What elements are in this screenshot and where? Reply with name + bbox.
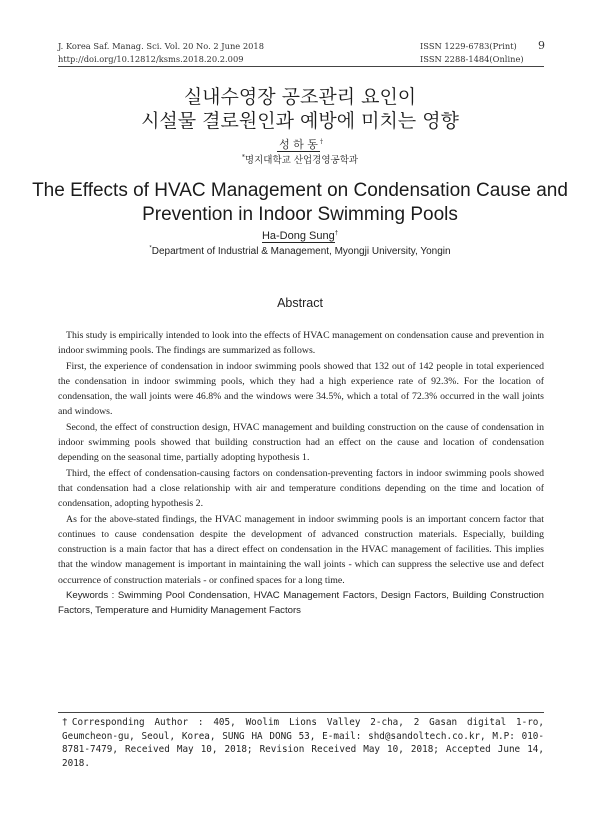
journal-citation [58, 40, 264, 65]
korean-affiliation [0, 152, 600, 166]
abstract-paragraph-3: Second, the effect of construction design, HVAC management and building construction on the cause of condensation in indoor swimming pools showed that building construction had an effect on the cause and location of condensation depending on the seasonal time, partially adopting hypothesis 1. [58, 421, 544, 464]
korean-title-line-2: 시설물 결로원인과 예방에 미치는 영향 [141, 110, 459, 132]
english-author-name: Ha-Dong Sung [261, 230, 335, 242]
abstract-paragraph-1: This study is empirically intended to look into the effects of HVAC management on condensation cause and prevention in indoor swimming pools. The findings are summarized as follows. [58, 330, 544, 357]
korean-affiliation-mark: * [241, 153, 245, 161]
english-title-line-1: The Effects of HVAC Management on Condensation Cause and [32, 180, 568, 201]
english-affiliation-text: Department of Industrial & Management, Myongji University, Yongin [151, 246, 451, 257]
english-affiliation [0, 246, 600, 257]
korean-author-mark: † [319, 138, 323, 146]
keywords-label: Keywords : [66, 590, 115, 602]
abstract-paragraph-2: First, the experience of condensation in indoor swimming pools showed that 132 out of 142 people in total experienced the condensation in indoor swimming pools, which they had a high experience rate of 92.3%. For the location of condensation, the wall joints were 46.8% and the windows were 34.5%, which a total of 72.3% occurred in the wall joints and windows. [58, 360, 544, 418]
korean-author-name: 성 하 동 [279, 138, 318, 151]
english-affiliation-mark: * [149, 245, 152, 252]
corresponding-author-footnote: †Corresponding Author : 405, Woolim Lions Valley 2-cha, 2 Gasan digital 1-ro, Geumcheon-gu, Seoul, Korea, SUNG HA DONG 53, E-mail: shd@sandoltech.co.kr, M.P: 010-8781-7479, Received May 10, 2018; Revision Received May 10, 2018; Accepted June 14, 2018. [62, 717, 544, 769]
english-author [0, 230, 600, 242]
journal-name: J. Korea Saf. Manag. Sci. Vol. 20 No. 2 June 2018 [58, 41, 264, 51]
issn-print: ISSN 1229-6783(Print) [420, 41, 517, 51]
korean-affiliation-text: 명지대학교 산업경영공학과 [244, 155, 359, 166]
footnote-divider [58, 712, 544, 713]
keywords-list: Swimming Pool Condensation, HVAC Management Factors, Design Factors, Building Construction Factors, Temperature and Humidity Management Factors [58, 590, 544, 617]
abstract-paragraph-4: Third, the effect of condensation-causing factors on condensation-preventing factors in indoor swimming pools showed that condensation had a close relationship with air and temperature conditions depending on the time and location of condensation, adopting hypothesis 2. [58, 467, 544, 510]
doi-link[interactable]: http://doi.org/10.12812/ksms.2018.20.2.009 [58, 53, 244, 64]
page-number: 9 [538, 39, 545, 52]
issn-online: ISSN 2288-1484(Online) [420, 53, 524, 64]
abstract-paragraph-5: As for the above-stated findings, the HVAC management in indoor swimming pools is an important concern factor that continues to cause condensation despite the development of advanced construction materials. Especially, building construction is a main factor that has a direct effect on condensation in the HVAC management of facilities. This implies that the window management is important in maintaining the wall joints - which can suppress the selective use and defect occurrence of construction materials - or confined spaces for a long time. [58, 513, 544, 586]
header-divider [58, 66, 544, 67]
korean-author [0, 136, 600, 152]
english-title-line-2: Prevention in Indoor Swimming Pools [142, 204, 458, 225]
abstract-heading: Abstract [277, 296, 323, 310]
issn-block [420, 40, 524, 65]
korean-title-line-1: 실내수영장 공조관리 요인이 [183, 86, 417, 108]
keywords [58, 588, 544, 619]
abstract-body [58, 328, 544, 619]
english-author-mark: † [334, 230, 339, 237]
